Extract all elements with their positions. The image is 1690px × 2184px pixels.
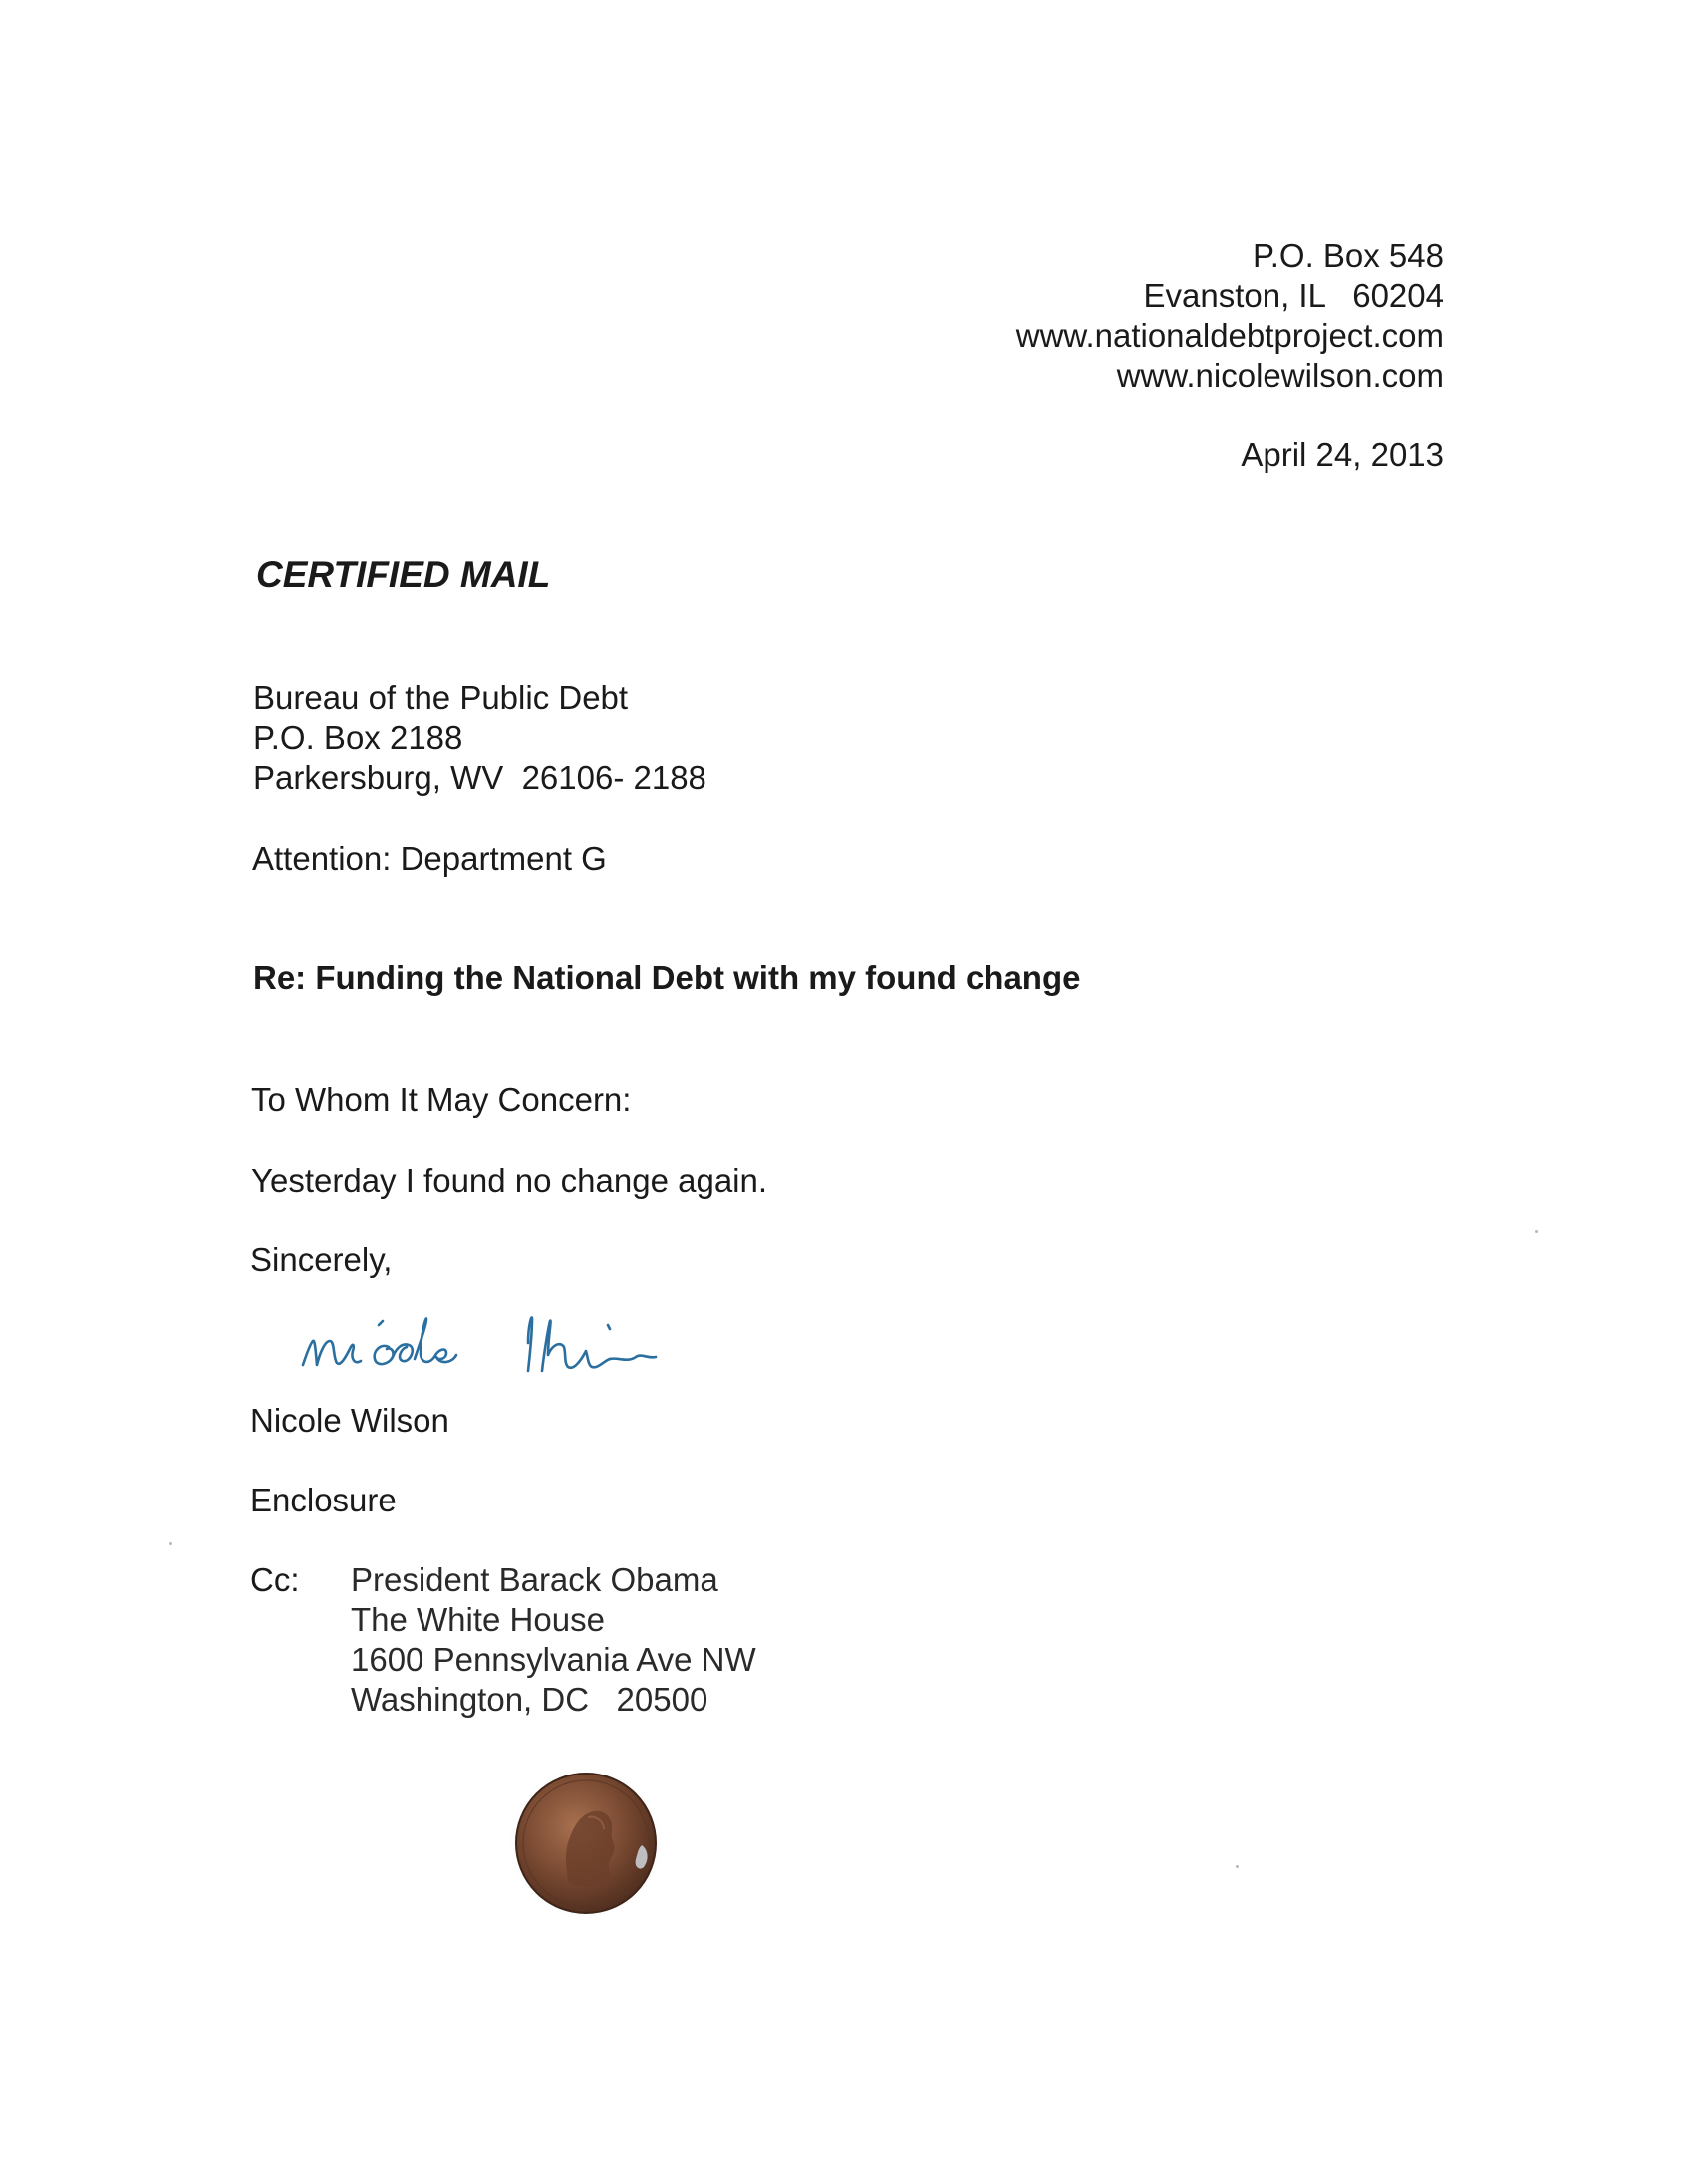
cc-address: [351, 1560, 756, 1720]
paper-speck: [1535, 1230, 1538, 1233]
cc-line: President Barack Obama: [351, 1561, 718, 1598]
cc-line: The White House: [351, 1601, 605, 1638]
mail-type-heading: CERTIFIED MAIL: [256, 554, 551, 595]
closing: Sincerely,: [250, 1241, 393, 1278]
sender-address: [1016, 236, 1444, 396]
sender-website-1: www.nationaldebtproject.com: [1015, 317, 1444, 354]
paper-speck: [169, 1542, 172, 1545]
paper-speck: [1236, 1865, 1239, 1868]
salutation: To Whom It May Concern:: [251, 1081, 632, 1118]
enclosure-note: Enclosure: [250, 1482, 397, 1518]
cc-line: 1600 Pennsylvania Ave NW: [351, 1641, 756, 1678]
recipient-po-box: P.O. Box 2188: [253, 719, 463, 756]
handwritten-signature: [297, 1295, 666, 1385]
cc-line: Washington, DC 20500: [351, 1681, 708, 1718]
attention-line: Attention: Department G: [252, 840, 607, 877]
cc-label: Cc:: [250, 1561, 300, 1598]
sender-po-box: P.O. Box 548: [1252, 237, 1444, 274]
recipient-address: [253, 679, 706, 798]
recipient-city-state-zip: Parkersburg, WV 26106- 2188: [253, 759, 706, 796]
signer-name: Nicole Wilson: [250, 1402, 449, 1439]
sender-website-2: www.nicolewilson.com: [1116, 357, 1444, 394]
recipient-name: Bureau of the Public Debt: [253, 680, 629, 716]
sender-city-state-zip: Evanston, IL 60204: [1143, 277, 1444, 314]
subject-line: Re: Funding the National Debt with my found change: [253, 959, 1081, 996]
letter-date: April 24, 2013: [1241, 436, 1444, 473]
penny-coin-image: [506, 1764, 666, 1923]
letter-body: Yesterday I found no change again.: [251, 1162, 768, 1199]
